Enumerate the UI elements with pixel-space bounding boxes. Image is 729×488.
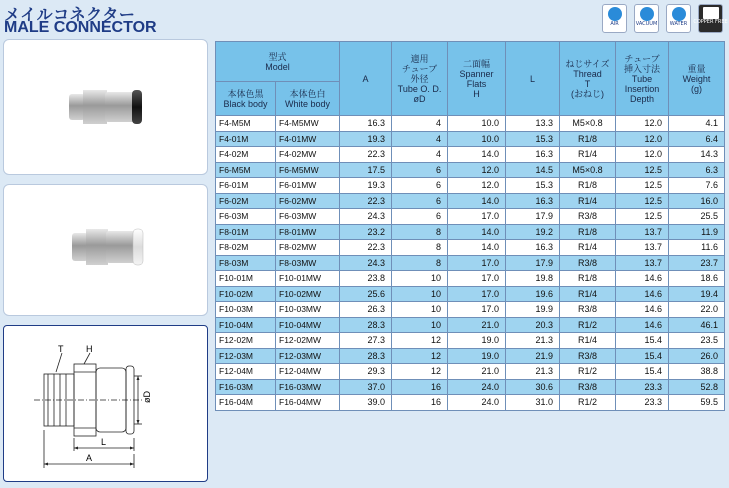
cell-a: 16.3 [340, 116, 392, 132]
cell-l: 31.0 [506, 395, 560, 411]
cell-black-model: F10-02M [216, 286, 276, 302]
cell-weight: 18.6 [669, 271, 725, 287]
cell-spanner: 17.0 [448, 286, 506, 302]
air-icon: AIR [602, 4, 627, 33]
spec-table-body [216, 116, 725, 411]
cell-weight: 11.9 [669, 224, 725, 240]
cell-black-model: F8-03M [216, 255, 276, 271]
cell-thread: M5×0.8 [560, 116, 616, 132]
cell-spanner: 12.0 [448, 178, 506, 194]
cell-a: 22.3 [340, 193, 392, 209]
cell-a: 29.3 [340, 364, 392, 380]
product-photo-white [3, 184, 208, 316]
cell-insertion-depth: 14.6 [616, 286, 669, 302]
cell-insertion-depth: 12.5 [616, 209, 669, 225]
water-icon: WATER [666, 4, 691, 33]
cell-spanner: 19.0 [448, 333, 506, 349]
cell-thread: R3/8 [560, 348, 616, 364]
fitting-black-image [4, 40, 209, 176]
table-row [216, 255, 725, 271]
cell-white-model: F4-M5MW [276, 116, 340, 132]
cell-weight: 38.8 [669, 364, 725, 380]
cell-l: 15.3 [506, 178, 560, 194]
cell-white-model: F8-01MW [276, 224, 340, 240]
cell-weight: 23.7 [669, 255, 725, 271]
cell-spanner: 14.0 [448, 224, 506, 240]
cell-black-model: F8-02M [216, 240, 276, 256]
cell-tube-od: 6 [392, 193, 448, 209]
cell-tube-od: 16 [392, 379, 448, 395]
table-row [216, 116, 725, 132]
header-weight: 重量 Weight (g) [669, 42, 725, 116]
cell-l: 13.3 [506, 116, 560, 132]
cell-tube-od: 12 [392, 348, 448, 364]
cell-tube-od: 4 [392, 131, 448, 147]
cell-a: 19.3 [340, 178, 392, 194]
cell-insertion-depth: 14.6 [616, 302, 669, 318]
cell-thread: R3/8 [560, 302, 616, 318]
cell-l: 16.3 [506, 193, 560, 209]
cell-weight: 6.3 [669, 162, 725, 178]
cell-a: 22.3 [340, 147, 392, 163]
cell-spanner: 17.0 [448, 255, 506, 271]
table-row [216, 379, 725, 395]
cell-insertion-depth: 15.4 [616, 333, 669, 349]
cell-thread: R1/8 [560, 178, 616, 194]
cell-white-model: F6-02MW [276, 193, 340, 209]
cell-l: 17.9 [506, 209, 560, 225]
dim-label-t: T [58, 344, 64, 354]
cell-black-model: F10-03M [216, 302, 276, 318]
cell-tube-od: 8 [392, 224, 448, 240]
cell-black-model: F4-M5M [216, 116, 276, 132]
cell-a: 23.8 [340, 271, 392, 287]
cell-insertion-depth: 13.7 [616, 224, 669, 240]
cell-weight: 4.1 [669, 116, 725, 132]
table-row [216, 193, 725, 209]
cell-weight: 22.0 [669, 302, 725, 318]
cell-spanner: 21.0 [448, 317, 506, 333]
cell-spanner: 12.0 [448, 162, 506, 178]
cell-white-model: F16-03MW [276, 379, 340, 395]
table-row [216, 286, 725, 302]
table-row [216, 348, 725, 364]
cell-thread: R1/8 [560, 271, 616, 287]
cell-spanner: 24.0 [448, 379, 506, 395]
cell-spanner: 17.0 [448, 302, 506, 318]
cell-a: 19.3 [340, 131, 392, 147]
dimension-drawing [3, 325, 208, 482]
page-title-jp: メイルコネクター [4, 7, 136, 24]
cell-spanner: 17.0 [448, 271, 506, 287]
header-thread: ねじサイズ Thread T (おねじ) [560, 42, 616, 116]
spec-table [215, 41, 725, 411]
cell-white-model: F10-02MW [276, 286, 340, 302]
cell-l: 21.9 [506, 348, 560, 364]
cell-white-model: F12-04MW [276, 364, 340, 380]
table-row [216, 317, 725, 333]
cell-tube-od: 6 [392, 162, 448, 178]
cell-thread: R3/8 [560, 379, 616, 395]
cell-a: 24.3 [340, 255, 392, 271]
cell-thread: R1/4 [560, 193, 616, 209]
dim-label-a: A [86, 453, 93, 463]
cell-black-model: F16-04M [216, 395, 276, 411]
cell-insertion-depth: 12.0 [616, 131, 669, 147]
cell-white-model: F10-04MW [276, 317, 340, 333]
cell-a: 25.6 [340, 286, 392, 302]
table-row [216, 240, 725, 256]
dim-label-h: H [86, 344, 93, 354]
vacuum-icon: VACUUM [634, 4, 659, 33]
cell-white-model: F4-01MW [276, 131, 340, 147]
cell-insertion-depth: 12.0 [616, 116, 669, 132]
cell-tube-od: 6 [392, 209, 448, 225]
cell-insertion-depth: 12.5 [616, 162, 669, 178]
cell-white-model: F6-M5MW [276, 162, 340, 178]
cell-tube-od: 4 [392, 116, 448, 132]
cell-white-model: F12-02MW [276, 333, 340, 349]
cell-a: 23.2 [340, 224, 392, 240]
product-photo-black [3, 39, 208, 175]
cell-black-model: F10-04M [216, 317, 276, 333]
cell-tube-od: 10 [392, 302, 448, 318]
cell-black-model: F6-03M [216, 209, 276, 225]
cell-spanner: 14.0 [448, 240, 506, 256]
cell-black-model: F12-04M [216, 364, 276, 380]
cell-insertion-depth: 12.0 [616, 147, 669, 163]
cell-l: 16.3 [506, 240, 560, 256]
cell-insertion-depth: 14.6 [616, 317, 669, 333]
cell-l: 21.3 [506, 364, 560, 380]
header-a: A [340, 42, 392, 116]
cell-a: 17.5 [340, 162, 392, 178]
table-row [216, 224, 725, 240]
cell-black-model: F10-01M [216, 271, 276, 287]
cell-insertion-depth: 23.3 [616, 379, 669, 395]
cell-weight: 23.5 [669, 333, 725, 349]
cell-weight: 16.0 [669, 193, 725, 209]
copper-free-icon: COPPER FREE [698, 4, 723, 33]
cell-spanner: 14.0 [448, 147, 506, 163]
cell-a: 22.3 [340, 240, 392, 256]
cell-thread: R1/2 [560, 364, 616, 380]
header-spanner: 二面幅 Spanner Flats H [448, 42, 506, 116]
cell-white-model: F4-02MW [276, 147, 340, 163]
cell-tube-od: 12 [392, 364, 448, 380]
cell-tube-od: 12 [392, 333, 448, 349]
table-row [216, 131, 725, 147]
cell-white-model: F6-03MW [276, 209, 340, 225]
cell-thread: R1/8 [560, 224, 616, 240]
cell-thread: M5×0.8 [560, 162, 616, 178]
cell-spanner: 19.0 [448, 348, 506, 364]
cell-weight: 7.6 [669, 178, 725, 194]
cell-weight: 6.4 [669, 131, 725, 147]
cell-l: 17.9 [506, 255, 560, 271]
cell-tube-od: 10 [392, 317, 448, 333]
cell-spanner: 24.0 [448, 395, 506, 411]
cell-weight: 26.0 [669, 348, 725, 364]
cell-spanner: 17.0 [448, 209, 506, 225]
cell-black-model: F6-01M [216, 178, 276, 194]
cell-insertion-depth: 15.4 [616, 348, 669, 364]
cell-tube-od: 4 [392, 147, 448, 163]
cell-insertion-depth: 12.5 [616, 178, 669, 194]
header-model: 型式 Model [216, 42, 340, 82]
table-row [216, 333, 725, 349]
table-row [216, 209, 725, 225]
cell-black-model: F12-03M [216, 348, 276, 364]
cell-l: 20.3 [506, 317, 560, 333]
fitting-white-image [4, 185, 209, 317]
table-row [216, 271, 725, 287]
cell-tube-od: 10 [392, 271, 448, 287]
cell-l: 16.3 [506, 147, 560, 163]
cell-l: 19.9 [506, 302, 560, 318]
header-black-body: 本体色黒 Black body [216, 82, 276, 116]
cell-black-model: F4-02M [216, 147, 276, 163]
table-row [216, 395, 725, 411]
cell-a: 28.3 [340, 348, 392, 364]
cell-weight: 52.8 [669, 379, 725, 395]
cell-black-model: F6-M5M [216, 162, 276, 178]
dimension-drawing-svg [4, 326, 209, 483]
cell-l: 19.2 [506, 224, 560, 240]
cell-spanner: 14.0 [448, 193, 506, 209]
cell-weight: 59.5 [669, 395, 725, 411]
cell-black-model: F8-01M [216, 224, 276, 240]
cell-black-model: F4-01M [216, 131, 276, 147]
cell-white-model: F8-02MW [276, 240, 340, 256]
cell-spanner: 10.0 [448, 116, 506, 132]
header-l: L [506, 42, 560, 116]
cell-tube-od: 8 [392, 255, 448, 271]
cell-tube-od: 10 [392, 286, 448, 302]
cell-thread: R1/4 [560, 147, 616, 163]
cell-insertion-depth: 12.5 [616, 193, 669, 209]
dim-label-d: øD [142, 391, 152, 403]
cell-tube-od: 6 [392, 178, 448, 194]
cell-l: 30.6 [506, 379, 560, 395]
cell-black-model: F16-03M [216, 379, 276, 395]
cell-white-model: F12-03MW [276, 348, 340, 364]
cell-a: 28.3 [340, 317, 392, 333]
table-row [216, 162, 725, 178]
cell-insertion-depth: 23.3 [616, 395, 669, 411]
cell-thread: R3/8 [560, 209, 616, 225]
cell-insertion-depth: 13.7 [616, 255, 669, 271]
cell-thread: R1/4 [560, 286, 616, 302]
cell-thread: R1/4 [560, 333, 616, 349]
cell-a: 39.0 [340, 395, 392, 411]
cell-weight: 14.3 [669, 147, 725, 163]
cell-l: 19.6 [506, 286, 560, 302]
cell-a: 37.0 [340, 379, 392, 395]
cell-thread: R1/2 [560, 395, 616, 411]
cell-a: 24.3 [340, 209, 392, 225]
dim-label-l: L [101, 437, 107, 447]
table-row [216, 178, 725, 194]
cell-white-model: F6-01MW [276, 178, 340, 194]
page-title-en: MALE CONNECTOR [4, 19, 157, 36]
cell-a: 26.3 [340, 302, 392, 318]
table-row [216, 147, 725, 163]
cell-white-model: F10-03MW [276, 302, 340, 318]
table-row [216, 364, 725, 380]
cell-thread: R1/4 [560, 240, 616, 256]
cell-insertion-depth: 14.6 [616, 271, 669, 287]
header-insertion-depth: チューブ 挿入寸法 Tube Insertion Depth [616, 42, 669, 116]
cell-tube-od: 16 [392, 395, 448, 411]
cell-l: 19.8 [506, 271, 560, 287]
cell-black-model: F6-02M [216, 193, 276, 209]
feature-badges [602, 4, 728, 33]
cell-l: 21.3 [506, 333, 560, 349]
cell-white-model: F16-04MW [276, 395, 340, 411]
cell-spanner: 21.0 [448, 364, 506, 380]
cell-insertion-depth: 13.7 [616, 240, 669, 256]
cell-thread: R1/2 [560, 317, 616, 333]
header-tube-od: 適用 チューブ 外径 Tube O. D. øD [392, 42, 448, 116]
cell-l: 14.5 [506, 162, 560, 178]
cell-thread: R1/8 [560, 131, 616, 147]
cell-insertion-depth: 15.4 [616, 364, 669, 380]
header-white-body: 本体色白 White body [276, 82, 340, 116]
cell-black-model: F12-02M [216, 333, 276, 349]
cell-white-model: F8-03MW [276, 255, 340, 271]
cell-l: 15.3 [506, 131, 560, 147]
table-row [216, 302, 725, 318]
cell-spanner: 10.0 [448, 131, 506, 147]
cell-tube-od: 8 [392, 240, 448, 256]
cell-thread: R3/8 [560, 255, 616, 271]
cell-a: 27.3 [340, 333, 392, 349]
cell-white-model: F10-01MW [276, 271, 340, 287]
cell-weight: 25.5 [669, 209, 725, 225]
cell-weight: 46.1 [669, 317, 725, 333]
cell-weight: 11.6 [669, 240, 725, 256]
cell-weight: 19.4 [669, 286, 725, 302]
